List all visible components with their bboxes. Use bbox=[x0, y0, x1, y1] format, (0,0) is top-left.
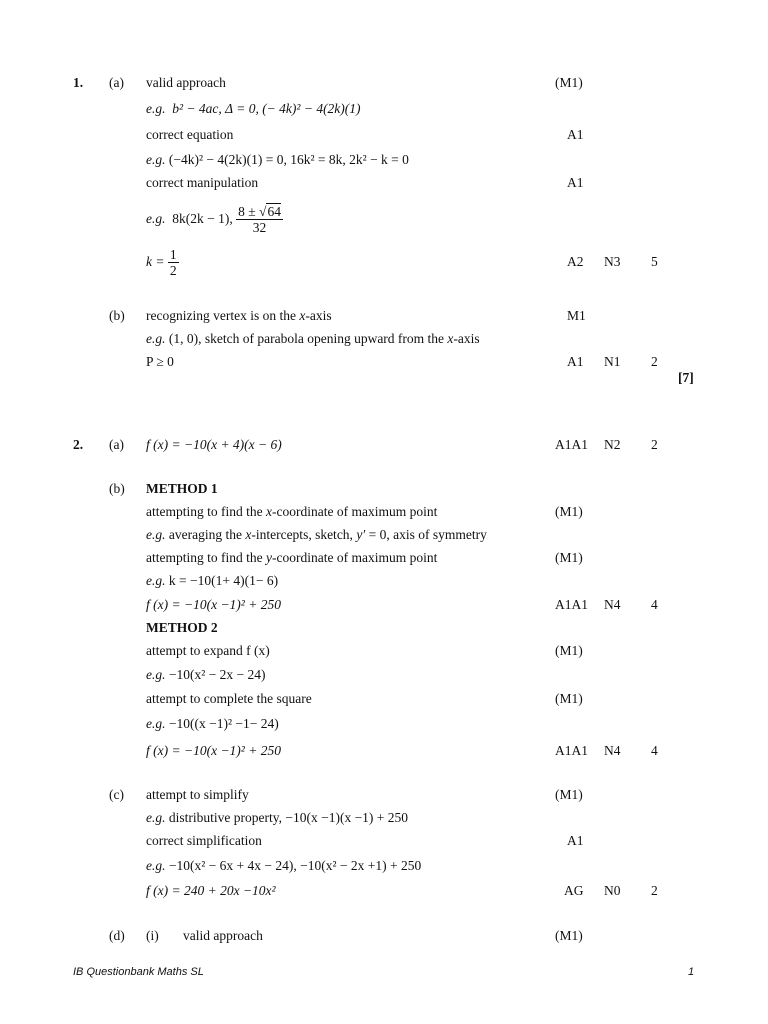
q2-b-m1-l5 bbox=[0, 595, 768, 615]
step-text: attempting to find the y-coordinate of maximum point bbox=[146, 550, 438, 565]
mark: (M1) bbox=[555, 75, 583, 90]
q2-b-m1-l1 bbox=[0, 502, 768, 522]
step-text: valid approach bbox=[183, 928, 263, 943]
n-mark: N0 bbox=[604, 883, 621, 898]
example-line: e.g. (−4k)² − 4(2k)(1) = 0, 16k² = 8k, 2k² − k = 0 bbox=[146, 152, 409, 167]
n-mark: N3 bbox=[604, 254, 621, 269]
method-heading: METHOD 1 bbox=[146, 481, 218, 496]
n-mark: N1 bbox=[604, 354, 621, 369]
example-line: e.g. k = −10(1+ 4)(1− 6) bbox=[146, 573, 279, 588]
step-text: correct simplification bbox=[146, 833, 262, 848]
part-total: 2 bbox=[651, 437, 658, 452]
q2-b-m2-l2 bbox=[0, 665, 768, 685]
q2-b-m2-l5 bbox=[0, 741, 768, 761]
example-line: e.g. −10(x² − 2x − 24) bbox=[146, 667, 266, 682]
part-label: (d) bbox=[109, 928, 125, 943]
answer-line: P ≥ 0 bbox=[146, 354, 174, 369]
answer-line: f (x) = −10(x −1)² + 250 bbox=[146, 597, 281, 612]
q2-b-method1-heading bbox=[0, 479, 768, 499]
part-total: 2 bbox=[651, 354, 658, 369]
q2-b-m1-l4 bbox=[0, 571, 768, 591]
q1-a-line5 bbox=[0, 173, 768, 193]
n-mark: N4 bbox=[604, 743, 621, 758]
example-line: e.g. (1, 0), sketch of parabola opening upward from the x-axis bbox=[146, 331, 480, 346]
part-total: 2 bbox=[651, 883, 658, 898]
mark: A2 bbox=[567, 254, 584, 269]
mark: A1A1 bbox=[555, 743, 588, 758]
q2-d-i bbox=[0, 926, 768, 946]
fraction: $\frac{8 \pm √64}{32}$ bbox=[238, 204, 281, 236]
part-label: (a) bbox=[109, 437, 124, 452]
example-line: e.g. −10(x² − 6x + 4x − 24), −10(x² − 2x +1) + 250 bbox=[146, 858, 422, 873]
q2-b-m2-l1 bbox=[0, 641, 768, 661]
method-heading: METHOD 2 bbox=[146, 620, 218, 635]
example-line: e.g. −10((x −1)² −1− 24) bbox=[146, 716, 279, 731]
mark: A1A1 bbox=[555, 437, 588, 452]
q2-c-l1 bbox=[0, 785, 768, 805]
step-text: attempt to complete the square bbox=[146, 691, 312, 706]
step-text: valid approach bbox=[146, 75, 226, 90]
q1-a-line4 bbox=[0, 150, 768, 170]
q2-a bbox=[0, 435, 768, 455]
q2-b-m1-l3 bbox=[0, 548, 768, 568]
example-line: e.g. averaging the x-intercepts, sketch, y′ = 0, axis of symmetry bbox=[146, 527, 487, 542]
mark: (M1) bbox=[555, 643, 583, 658]
q1-a-line3 bbox=[0, 125, 768, 145]
mark: A1 bbox=[567, 127, 584, 142]
part-label: (b) bbox=[109, 481, 125, 496]
mark: (M1) bbox=[555, 504, 583, 519]
mark: M1 bbox=[567, 308, 586, 323]
q2-b-m2-l4 bbox=[0, 714, 768, 734]
answer-line: f (x) = −10(x −1)² + 250 bbox=[146, 743, 281, 758]
question-number: 2. bbox=[73, 437, 84, 452]
answer-line: f (x) = 240 + 20x −10x² bbox=[146, 883, 276, 898]
mark: (M1) bbox=[555, 691, 583, 706]
q2-b-method2-heading bbox=[0, 618, 768, 638]
step-text: attempt to simplify bbox=[146, 787, 249, 802]
step-text: correct equation bbox=[146, 127, 234, 142]
q1-b-line1 bbox=[0, 306, 768, 326]
question-number: 1. bbox=[73, 75, 84, 90]
q1-a-line2 bbox=[0, 99, 768, 119]
mark: (M1) bbox=[555, 550, 583, 565]
footer-source: IB Questionbank Maths SL bbox=[73, 966, 204, 978]
example-line: e.g. 8k(2k − 1), $\frac{8 \pm √64}{32}$ bbox=[146, 204, 281, 236]
q1-a-line7 bbox=[0, 244, 768, 280]
q2-c-l2 bbox=[0, 808, 768, 828]
subpart-label: (i) bbox=[146, 928, 159, 943]
example-line: e.g. distributive property, −10(x −1)(x −1) + 250 bbox=[146, 810, 409, 825]
step-text: correct manipulation bbox=[146, 175, 259, 190]
part-total: 4 bbox=[651, 743, 658, 758]
q1-total-row bbox=[0, 368, 768, 388]
example-line: e.g. b² − 4ac, Δ = 0, (− 4k)² − 4(2k)(1) bbox=[146, 101, 361, 116]
mark: (M1) bbox=[555, 928, 583, 943]
answer-line: k = $\frac{1}{2}$ bbox=[146, 247, 177, 279]
q2-c-l4 bbox=[0, 856, 768, 876]
q1-a-line6 bbox=[0, 201, 768, 237]
mark: (M1) bbox=[555, 787, 583, 802]
answer-line: f (x) = −10(x + 4)(x − 6) bbox=[146, 437, 282, 452]
part-label: (c) bbox=[109, 787, 124, 802]
mark: AG bbox=[564, 883, 584, 898]
mark: A1 bbox=[567, 175, 584, 190]
part-label: (b) bbox=[109, 308, 125, 323]
part-total: 5 bbox=[651, 254, 658, 269]
mark: A1A1 bbox=[555, 597, 588, 612]
n-mark: N4 bbox=[604, 597, 621, 612]
step-text: attempting to find the x-coordinate of maximum point bbox=[146, 504, 438, 519]
n-mark: N2 bbox=[604, 437, 621, 452]
mark: A1 bbox=[567, 833, 584, 848]
q2-b-m2-l3 bbox=[0, 689, 768, 709]
question-total: [7] bbox=[678, 370, 694, 385]
q1-a-line1 bbox=[0, 73, 768, 93]
q2-b-m1-l2 bbox=[0, 525, 768, 545]
fraction: $\frac{1}{2}$ bbox=[169, 247, 177, 279]
step-text: recognizing vertex is on the x-axis bbox=[146, 308, 332, 323]
part-label: (a) bbox=[109, 75, 124, 90]
q2-c-l3 bbox=[0, 831, 768, 851]
page-number: 1 bbox=[688, 966, 695, 978]
q1-b-line2 bbox=[0, 329, 768, 349]
mark: A1 bbox=[567, 354, 584, 369]
step-text: attempt to expand f (x) bbox=[146, 643, 270, 658]
part-total: 4 bbox=[651, 597, 658, 612]
q2-c-l5 bbox=[0, 881, 768, 901]
